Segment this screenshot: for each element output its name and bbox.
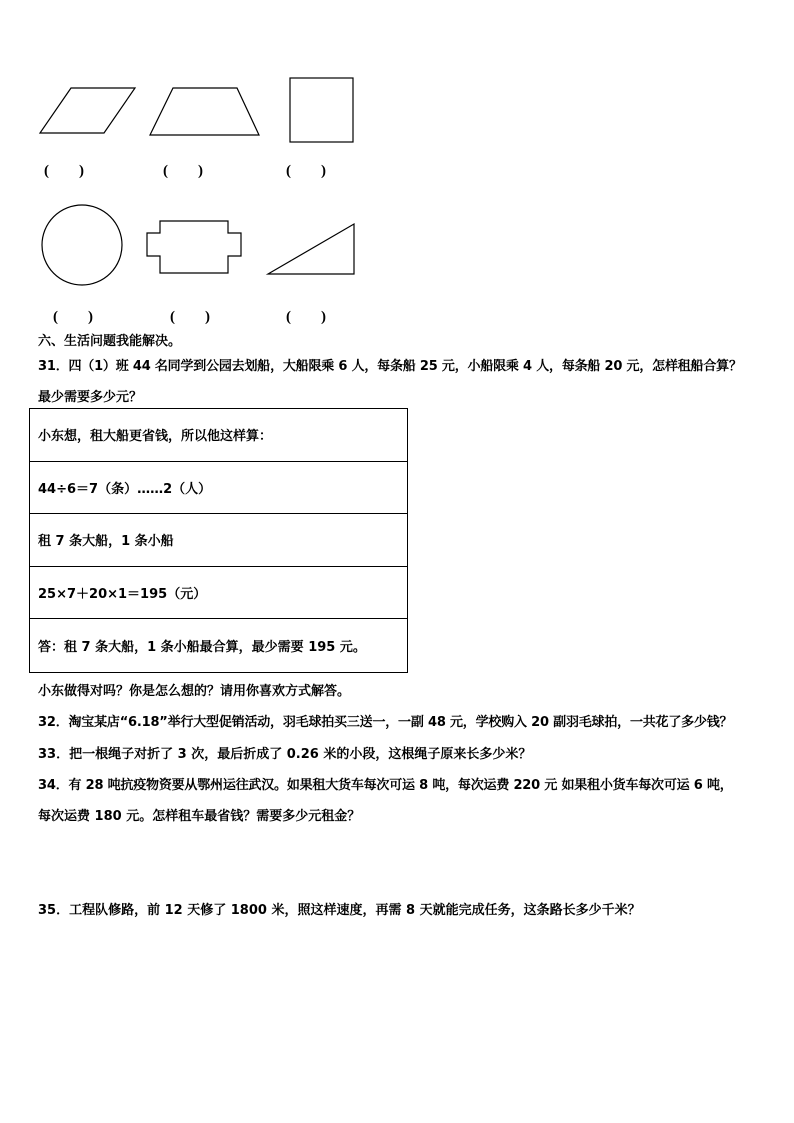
question-32: 32．淘宝某店“6.18”举行大型促销活动，羽毛球拍买三送一，一副 48 元，学校购入 20 副羽毛球拍，一共花了多少钱？ (38, 715, 733, 730)
question-31-line-2: 最少需要多少元？ (38, 390, 143, 405)
right-triangle-shape (268, 224, 354, 274)
answer-blank-square: ( ) (286, 163, 326, 179)
answer-blank-notched-rectangle: ( ) (170, 309, 210, 325)
table-row: 租 7 条大船，1 条小船 (30, 514, 407, 567)
question-35: 35．工程队修路，前 12 天修了 1800 米，照这样速度，再需 8 天就能完成任务，这条路长多少千米？ (38, 903, 641, 918)
square-shape (290, 78, 353, 142)
answer-blank-circle: ( ) (53, 309, 93, 325)
notched-rectangle-shape (147, 221, 241, 273)
question-31-line-1: 31．四（1）班 44 名同学到公园去划船，大船限乘 6 人，每条船 25 元，小船限乘 4 人，每条船 20 元，怎样租船合算？ (38, 359, 742, 374)
question-34-line-2: 每次运费 180 元。怎样租车最省钱？需要多少元租金？ (38, 809, 361, 824)
circle-shape (42, 205, 122, 285)
section-title: 六、生活问题我能解决。 (38, 334, 182, 349)
parallelogram-shape (40, 88, 135, 133)
question-33: 33．把一根绳子对折了 3 次，最后折成了 0.26 米的小段，这根绳子原来长多少米？ (38, 747, 532, 762)
solution-table (29, 408, 408, 673)
table-row: 25×7＋20×1＝195（元） (30, 567, 407, 620)
answer-blank-parallelogram: ( ) (44, 163, 84, 179)
table-row: 44÷6＝7（条）……2（人） (30, 462, 407, 515)
answer-blank-trapezoid: ( ) (163, 163, 203, 179)
trapezoid-shape (150, 88, 259, 135)
table-row: 答：租 7 条大船，1 条小船最合算，最少需要 195 元。 (38, 640, 366, 656)
geometry-figures (0, 0, 794, 330)
question-31-follow-up: 小东做得对吗？你是怎么想的？请用你喜欢方式解答。 (38, 684, 351, 699)
table-row: 小东想，租大船更省钱，所以他这样算： (30, 409, 407, 462)
answer-blank-triangle: ( ) (286, 309, 326, 325)
question-34-line-1: 34．有 28 吨抗疫物资要从鄂州运往武汉。如果租大货车每次可运 8 吨，每次运费 220 元 如果租小货车每次可运 6 吨， (38, 778, 733, 793)
